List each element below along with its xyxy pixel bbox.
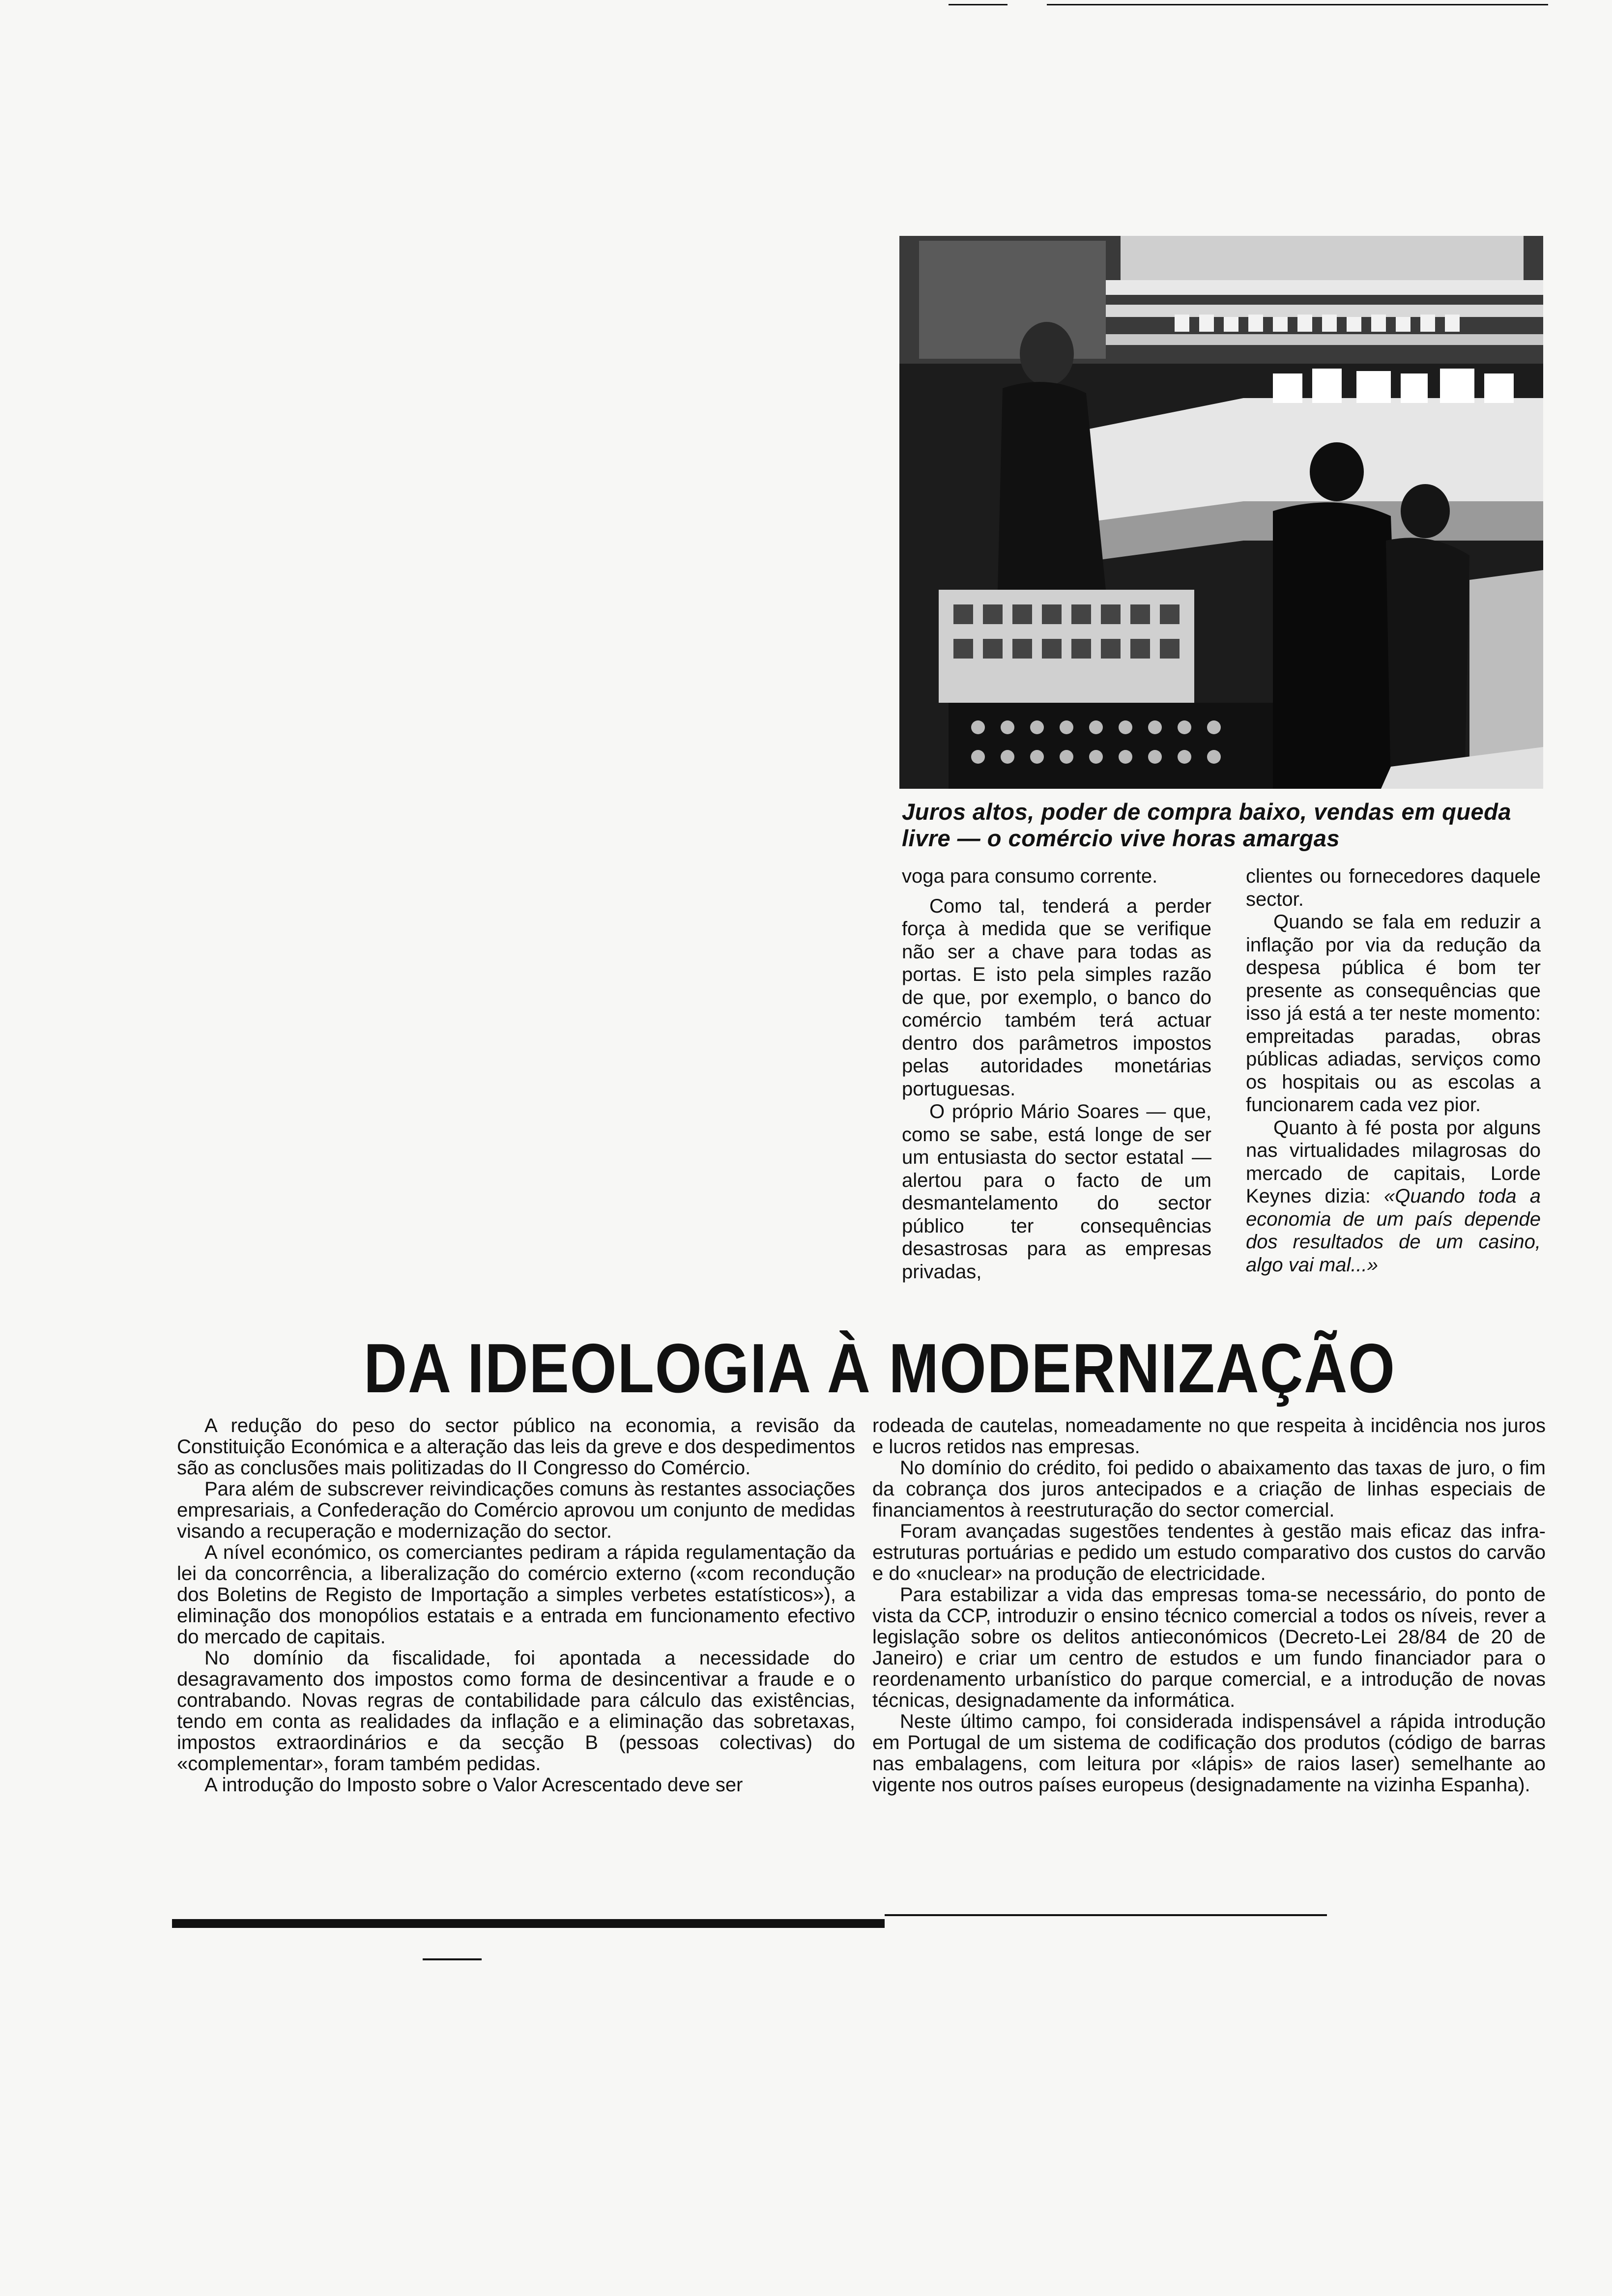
side-b-paragraph: clientes ou fornecedores daquele sector. (1246, 865, 1541, 910)
photo-caption: Juros altos, poder de compra baixo, vendas em queda livre — o comércio vive horas amargas (902, 799, 1512, 851)
side-column-a (902, 865, 1211, 1283)
bottom-thin-rule (885, 1914, 1327, 1916)
side-b-quote-intro: Quanto à fé posta por alguns nas virtualidades milagrosas do mercado de capitais, Lorde Keynes dizia: (1246, 1117, 1541, 1207)
body-paragraph: A redução do peso do sector público na economia, a revisão da Constituição Económica e a alteração das leis da greve e dos despedimentos são as conclusões mais politizadas do II Congresso do Comércio. (177, 1415, 855, 1479)
photo-illustration (899, 236, 1543, 789)
body-paragraph: No domínio do crédito, foi pedido o abaixamento das taxas de juro, o fim da cobrança dos juros antecipados e a criação de linhas especiais de financiamentos à reestruturação do sector comercial. (872, 1457, 1546, 1521)
top-rule-left (949, 4, 1008, 5)
bottom-thick-rule (172, 1919, 885, 1928)
side-a-paragraph: Como tal, tenderá a perder força à medida que se verifique não ser a chave para todas as portas. E isto pela simples razão de que, por exemplo, o banco do comércio também terá actuar dentro dos parâmetros impostos pelas autoridades monetárias portuguesas. (902, 895, 1211, 1100)
body-paragraph: A introdução do Imposto sobre o Valor Acrescentado deve ser (204, 1774, 743, 1796)
top-rule-right (1047, 4, 1548, 5)
side-a-paragraph: O próprio Mário Soares — que, como se sabe, está longe de ser um entusiasta do sector estatal — alertou para o facto de um desmantelamento do sector público ter consequências desastrosas para as empresas privadas, (902, 1101, 1211, 1283)
body-paragraph: A nível económico, os comerciantes pediram a rápida regulamentação da lei da concorrência, a liberalização do comércio externo («com recondução dos Boletins de Registo de Importação a simples verbetes estatísticos»), a eliminação dos monopólios estatais e a entrada em funcionamento efectivo do mercado de capitais. (177, 1542, 855, 1648)
side-b-paragraph: Quando se fala em reduzir a inflação por via da redução da despesa pública é bom ter presente as consequências que isso já está a ter neste momento: empreitadas paradas, obras públicas adiadas, serviços como os hospitais ou as escolas a funcionarem cada vez pior. (1246, 911, 1541, 1116)
body-column-left (177, 1415, 855, 1796)
body-paragraph: Para além de subscrever reivindicações comuns às restantes associações empresariais, a Confederação do Comércio aprovou um conjunto de medidas visando a recuperação e modernização do sector. (177, 1478, 855, 1542)
keynes-quote: «Quando toda a economia de um país depende dos resultados de um casino, algo vai mal...» (1246, 1185, 1541, 1276)
short-rule (423, 1958, 482, 1960)
body-paragraph: No domínio da fiscalidade, foi apontada a necessidade do desagravamento dos impostos como forma de desincentivar a fraude e o contrabando. Novas regras de contabilidade para cálculo das existências, tendo em conta as realidades da inflação e a eliminação das sobretaxas, impostos extraordinários e da secção B (pessoas colectivas) do «complementar», foram também pedidas. (177, 1647, 855, 1775)
body-paragraph: Para estabilizar a vida das empresas toma-se necessário, do ponto de vista da CCP, introduzir o ensino técnico comercial a todos os níveis, rever a legislação sobre os delitos antieconómicos (Decreto-Lei 28/84 de 20 de Janeiro) e criar um centro de estudos e um fundo financiador para o reordenamento urbanístico do parque comercial, e a introdução de novas técnicas, designadamente da informática. (872, 1584, 1546, 1711)
body-paragraph: Foram avançadas sugestões tendentes à gestão mais eficaz das infra-estruturas portuárias e pedido um estudo comparativo dos custos do carvão e do «nuclear» na produção de electricidade. (872, 1521, 1546, 1584)
side-column-b (1246, 865, 1541, 1276)
side-b-quote-paragraph (1246, 1117, 1541, 1277)
side-a-paragraph: voga para consumo corrente. (902, 865, 1158, 887)
article-headline: DA IDEOLOGIA À MODERNIZAÇÃO (364, 1329, 1396, 1407)
news-photo (899, 236, 1543, 789)
body-paragraph: Neste último campo, foi considerada indispensável a rápida introdução em Portugal de um sistema de codificação dos produtos (código de barras nas embalagens, com leitura por «lápis» de raios laser) semelhante ao vigente nos outros países europeus (designadamente na vizinha Espanha). (872, 1711, 1546, 1796)
body-paragraph: rodeada de cautelas, nomeadamente no que respeita à incidência nos juros e lucros retidos nas empresas. (872, 1415, 1546, 1458)
body-column-right (872, 1415, 1546, 1796)
